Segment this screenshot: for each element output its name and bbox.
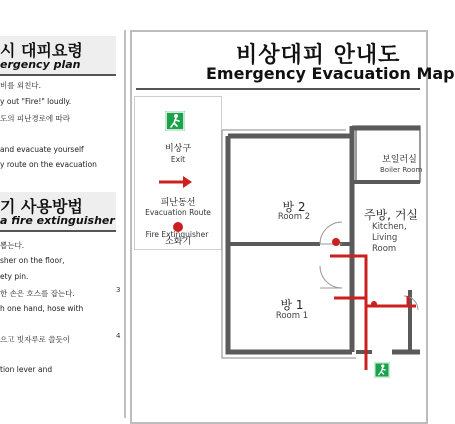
procedure-line: and evacuate yourself [0, 145, 84, 154]
legend-exit-en: Exit [170, 155, 186, 164]
boiler-room-label-en: Boiler Room [380, 166, 423, 174]
procedure-line: 비를 외친다. [0, 81, 41, 90]
room-2-label-en: Room 2 [277, 212, 311, 222]
boiler-room-label-ko: 보일러실 [382, 155, 417, 165]
extinguisher-line: tion lever and [0, 365, 53, 374]
extinguisher-line: ety pin. [0, 272, 29, 281]
extinguisher-line: 뽑는다. [0, 241, 25, 250]
procedure-line: y route on the evacuation [0, 160, 97, 169]
legend-extinguisher-en: Fire Extinguisher [145, 230, 209, 239]
living-room-label-en: Kitchen, Living Room [372, 222, 407, 254]
extinguisher-line: sher on the floor, [0, 256, 65, 265]
procedure-title-en: ergency plan [0, 58, 81, 71]
step-number: 3 [116, 286, 121, 294]
living-room-label-ko: 주방, 거실 [364, 208, 418, 222]
procedure-line: 도의 피난경로에 따라 [0, 114, 70, 123]
exit-sign-icon [374, 362, 390, 378]
step-number: 4 [116, 332, 121, 340]
room-1-label-ko: 방 1 [280, 298, 304, 312]
legend-route-ko: 피난동선 [160, 198, 196, 208]
map-title-en: Emergency Evacuation Map [206, 64, 455, 83]
extinguisher-line: 한 손은 호스를 잡는다. [0, 289, 75, 298]
room-2-label-ko: 방 2 [282, 200, 306, 214]
procedure-title-ko: 시 대피요령 [0, 41, 83, 60]
room-1-label-en: Room 1 [275, 311, 309, 321]
extinguisher-line: 으고 빗자루로 쓸듯이 [0, 335, 70, 344]
map-title-ko: 비상대피 안내도 [236, 43, 401, 68]
extinguisher-line: h one hand, hose with [0, 304, 84, 313]
legend-exit-ko: 비상구 [164, 144, 192, 154]
legend-route-en: Evacuation Route [145, 208, 211, 217]
extinguisher-title-ko: 기 사용방법 [0, 197, 83, 216]
extinguisher-title-en: a fire extinguisher [0, 214, 115, 227]
procedure-line: y out "Fire!" loudly. [0, 97, 72, 106]
legend-extinguisher-ko: 소화기 [164, 237, 192, 247]
